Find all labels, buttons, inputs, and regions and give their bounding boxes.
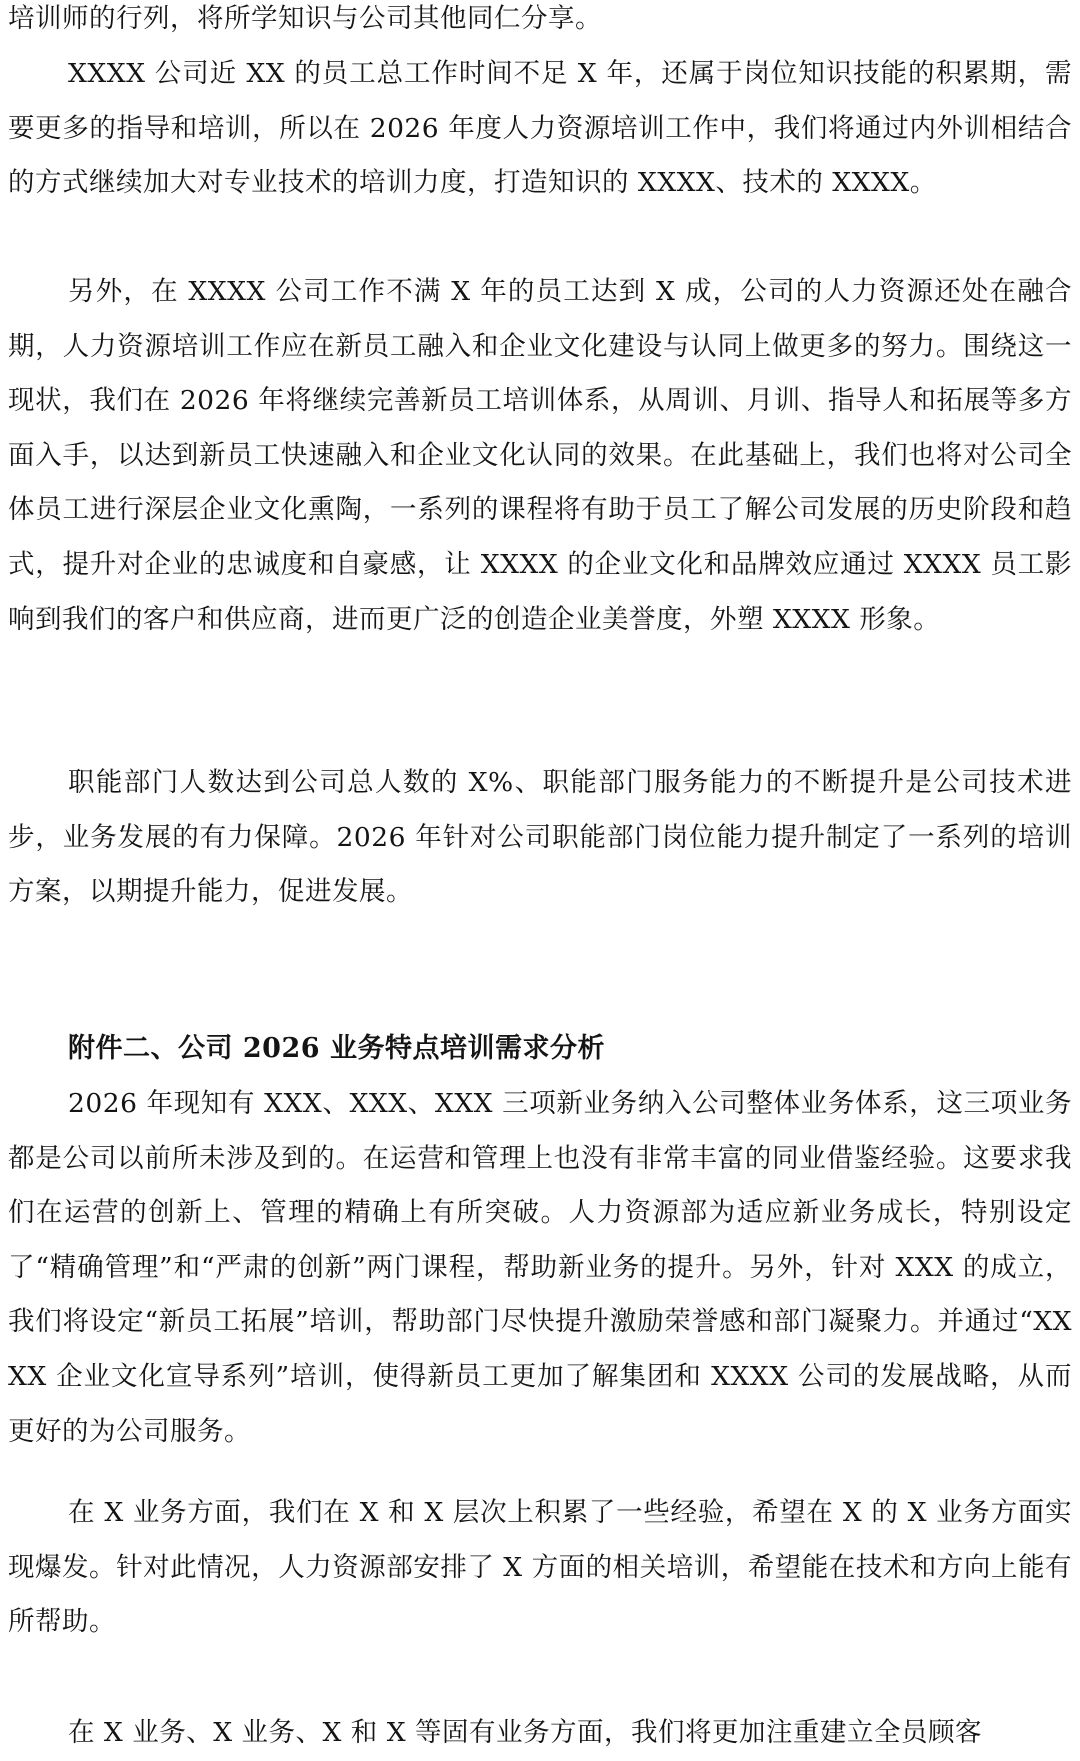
- paragraph-functional-departments: 职能部门人数达到公司总人数的 X%、职能部门服务能力的不断提升是公司技术进步，业务发展的有力保障。2026 年针对公司职能部门岗位能力提升制定了一系列的培训方案，以期提升能力，促进发展。: [8, 767, 1072, 908]
- section-heading: 附件二、公司 2026 业务特点培训需求分析: [68, 1033, 605, 1064]
- paragraph-new-business: 2026 年现知有 XXX、XXX、XXX 三项新业务纳入公司整体业务体系，这三项业务都是公司以前所未涉及到的。在运营和管理上也没有非常丰富的同业借鉴经验。这要求我们在运营的创新上、管理的精确上有所突破。人力资源部为适应新业务成长，特别设定了“精确管理”和“严肃的创新”两门课程，帮助新业务的提升。另外，针对 XXX 的成立，我们将设定“新员工拓展”培训，帮助部门尽快提升激励荣誉感和部门凝聚力。并通过“XXXX 企业文化宣导系列”培训，使得新员工更加了解集团和 XXXX 公司的发展战略，从而更好的为公司服务。: [8, 1088, 1072, 1447]
- paragraph-knowledge-skills: XXXX 公司近 XX 的员工总工作时间不足 X 年，还属于岗位知识技能的积累期，需要更多的指导和培训，所以在 2026 年度人力资源培训工作中，我们将通过内外训相结合的方式继续加大对专业技术的培训力度，打造知识的 XXXX、技术的 XXXX。: [8, 58, 1072, 199]
- paragraph-continuation: 培训师的行列，将所学知识与公司其他同仁分享。: [8, 3, 602, 34]
- paragraph-new-employee-culture: 另外，在 XXXX 公司工作不满 X 年的员工达到 X 成，公司的人力资源还处在融合期，人力资源培训工作应在新员工融入和企业文化建设与认同上做更多的努力。围绕这一现状，我们在 2026 年将继续完善新员工培训体系，从周训、月训、指导人和拓展等多方面入手，以达到新员工快速融入和企业文化认同的效果。在此基础上，我们也将对公司全体员工进行深层企业文化熏陶，一系列的课程将有助于员工了解公司发展的历史阶段和趋式，提升对企业的忠诚度和自豪感，让 XXXX 的企业文化和品牌效应通过 XXXX 员工影响到我们的客户和供应商，进而更广泛的创造企业美誉度，外塑 XXXX 形象。: [8, 276, 1072, 635]
- paragraph-x-business: 在 X 业务方面，我们在 X 和 X 层次上积累了一些经验，希望在 X 的 X 业务方面实现爆发。针对此情况，人力资源部安排了 X 方面的相关培训，希望能在技术和方向上能有所帮助。: [8, 1497, 1072, 1638]
- paragraph-existing-business: 在 X 业务、X 业务、X 和 X 等固有业务方面，我们将更加注重建立全员顾客: [68, 1717, 983, 1748]
